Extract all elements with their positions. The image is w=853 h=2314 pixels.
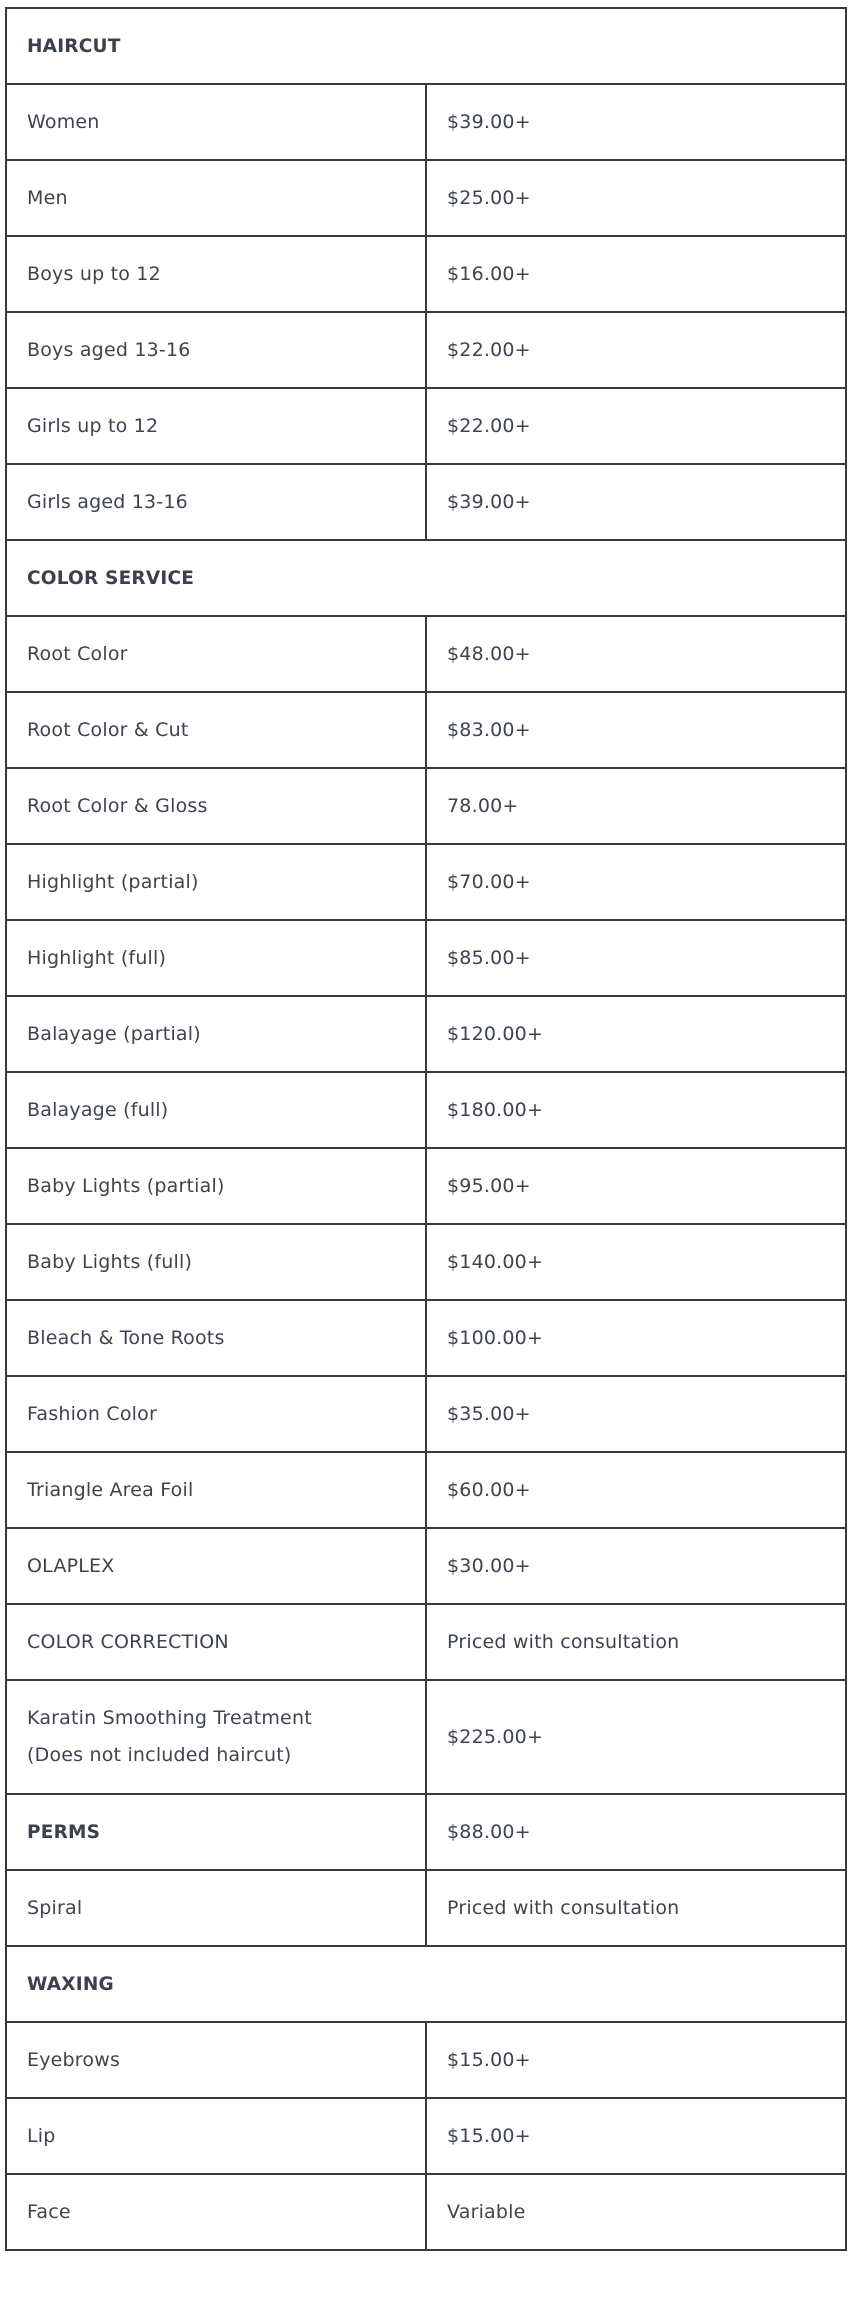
section-title-haircut: HAIRCUT bbox=[6, 8, 846, 84]
table-row bbox=[6, 2098, 846, 2174]
service-name: Spiral bbox=[6, 1870, 426, 1946]
table-row bbox=[6, 1376, 846, 1452]
table-row bbox=[6, 236, 846, 312]
service-price: $95.00+ bbox=[426, 1148, 846, 1224]
service-name: Highlight (full) bbox=[6, 920, 426, 996]
service-price: $88.00+ bbox=[426, 1794, 846, 1870]
service-name: Girls up to 12 bbox=[6, 388, 426, 464]
table-row bbox=[6, 996, 846, 1072]
service-price: $225.00+ bbox=[426, 1680, 846, 1794]
table-row bbox=[6, 1224, 846, 1300]
service-name: Face bbox=[6, 2174, 426, 2250]
table-row bbox=[6, 160, 846, 236]
table-row bbox=[6, 1300, 846, 1376]
service-name: Balayage (full) bbox=[6, 1072, 426, 1148]
service-name: Boys up to 12 bbox=[6, 236, 426, 312]
service-price: $16.00+ bbox=[426, 236, 846, 312]
service-name: Root Color & Gloss bbox=[6, 768, 426, 844]
section-title-color-service: COLOR SERVICE bbox=[6, 540, 846, 616]
service-name: OLAPLEX bbox=[6, 1528, 426, 1604]
service-price: $25.00+ bbox=[426, 160, 846, 236]
service-name: Men bbox=[6, 160, 426, 236]
table-row bbox=[6, 388, 846, 464]
table-row bbox=[6, 768, 846, 844]
service-price: $30.00+ bbox=[426, 1528, 846, 1604]
service-price: $83.00+ bbox=[426, 692, 846, 768]
service-price: $120.00+ bbox=[426, 996, 846, 1072]
service-name: Baby Lights (full) bbox=[6, 1224, 426, 1300]
service-price: $70.00+ bbox=[426, 844, 846, 920]
service-name: Lip bbox=[6, 2098, 426, 2174]
section-header-row bbox=[6, 540, 846, 616]
service-name: Eyebrows bbox=[6, 2022, 426, 2098]
table-row bbox=[6, 84, 846, 160]
service-price: $15.00+ bbox=[426, 2098, 846, 2174]
service-price: $140.00+ bbox=[426, 1224, 846, 1300]
table-row bbox=[6, 2022, 846, 2098]
service-price: $35.00+ bbox=[426, 1376, 846, 1452]
table-row bbox=[6, 312, 846, 388]
service-name: COLOR CORRECTION bbox=[6, 1604, 426, 1680]
service-name: Root Color bbox=[6, 616, 426, 692]
table-row bbox=[6, 1870, 846, 1946]
service-name: Fashion Color bbox=[6, 1376, 426, 1452]
section-title-waxing: WAXING bbox=[6, 1946, 846, 2022]
service-name-line: Karatin Smoothing Treatment bbox=[27, 1707, 312, 1729]
service-name: Baby Lights (partial) bbox=[6, 1148, 426, 1224]
service-name: Girls aged 13-16 bbox=[6, 464, 426, 540]
service-price: $48.00+ bbox=[426, 616, 846, 692]
table-row bbox=[6, 1604, 846, 1680]
service-price: $22.00+ bbox=[426, 388, 846, 464]
table-row bbox=[6, 1072, 846, 1148]
table-row bbox=[6, 1680, 846, 1794]
table-row bbox=[6, 464, 846, 540]
table-row bbox=[6, 844, 846, 920]
service-price: $15.00+ bbox=[426, 2022, 846, 2098]
service-price: $39.00+ bbox=[426, 84, 846, 160]
table-row bbox=[6, 1452, 846, 1528]
service-name bbox=[6, 1680, 426, 1794]
section-title-perms: PERMS bbox=[6, 1794, 426, 1870]
section-header-row bbox=[6, 1946, 846, 2022]
service-price: 78.00+ bbox=[426, 768, 846, 844]
service-price: $85.00+ bbox=[426, 920, 846, 996]
service-price: $60.00+ bbox=[426, 1452, 846, 1528]
table-row bbox=[6, 920, 846, 996]
table-row bbox=[6, 1148, 846, 1224]
service-name: Women bbox=[6, 84, 426, 160]
service-price: Priced with consultation bbox=[426, 1870, 846, 1946]
service-name: Highlight (partial) bbox=[6, 844, 426, 920]
table-row bbox=[6, 616, 846, 692]
table-row bbox=[6, 2174, 846, 2250]
service-note: (Does not included haircut) bbox=[27, 1744, 292, 1766]
service-name: Root Color & Cut bbox=[6, 692, 426, 768]
service-price: $100.00+ bbox=[426, 1300, 846, 1376]
section-header-row bbox=[6, 8, 846, 84]
table-row bbox=[6, 692, 846, 768]
service-name: Triangle Area Foil bbox=[6, 1452, 426, 1528]
service-name: Boys aged 13-16 bbox=[6, 312, 426, 388]
service-price: $180.00+ bbox=[426, 1072, 846, 1148]
service-name: Bleach & Tone Roots bbox=[6, 1300, 426, 1376]
service-price: Priced with consultation bbox=[426, 1604, 846, 1680]
service-price: Variable bbox=[426, 2174, 846, 2250]
price-table bbox=[5, 7, 847, 2251]
service-price: $22.00+ bbox=[426, 312, 846, 388]
table-row bbox=[6, 1528, 846, 1604]
service-name: Balayage (partial) bbox=[6, 996, 426, 1072]
service-price: $39.00+ bbox=[426, 464, 846, 540]
section-header-row bbox=[6, 1794, 846, 1870]
